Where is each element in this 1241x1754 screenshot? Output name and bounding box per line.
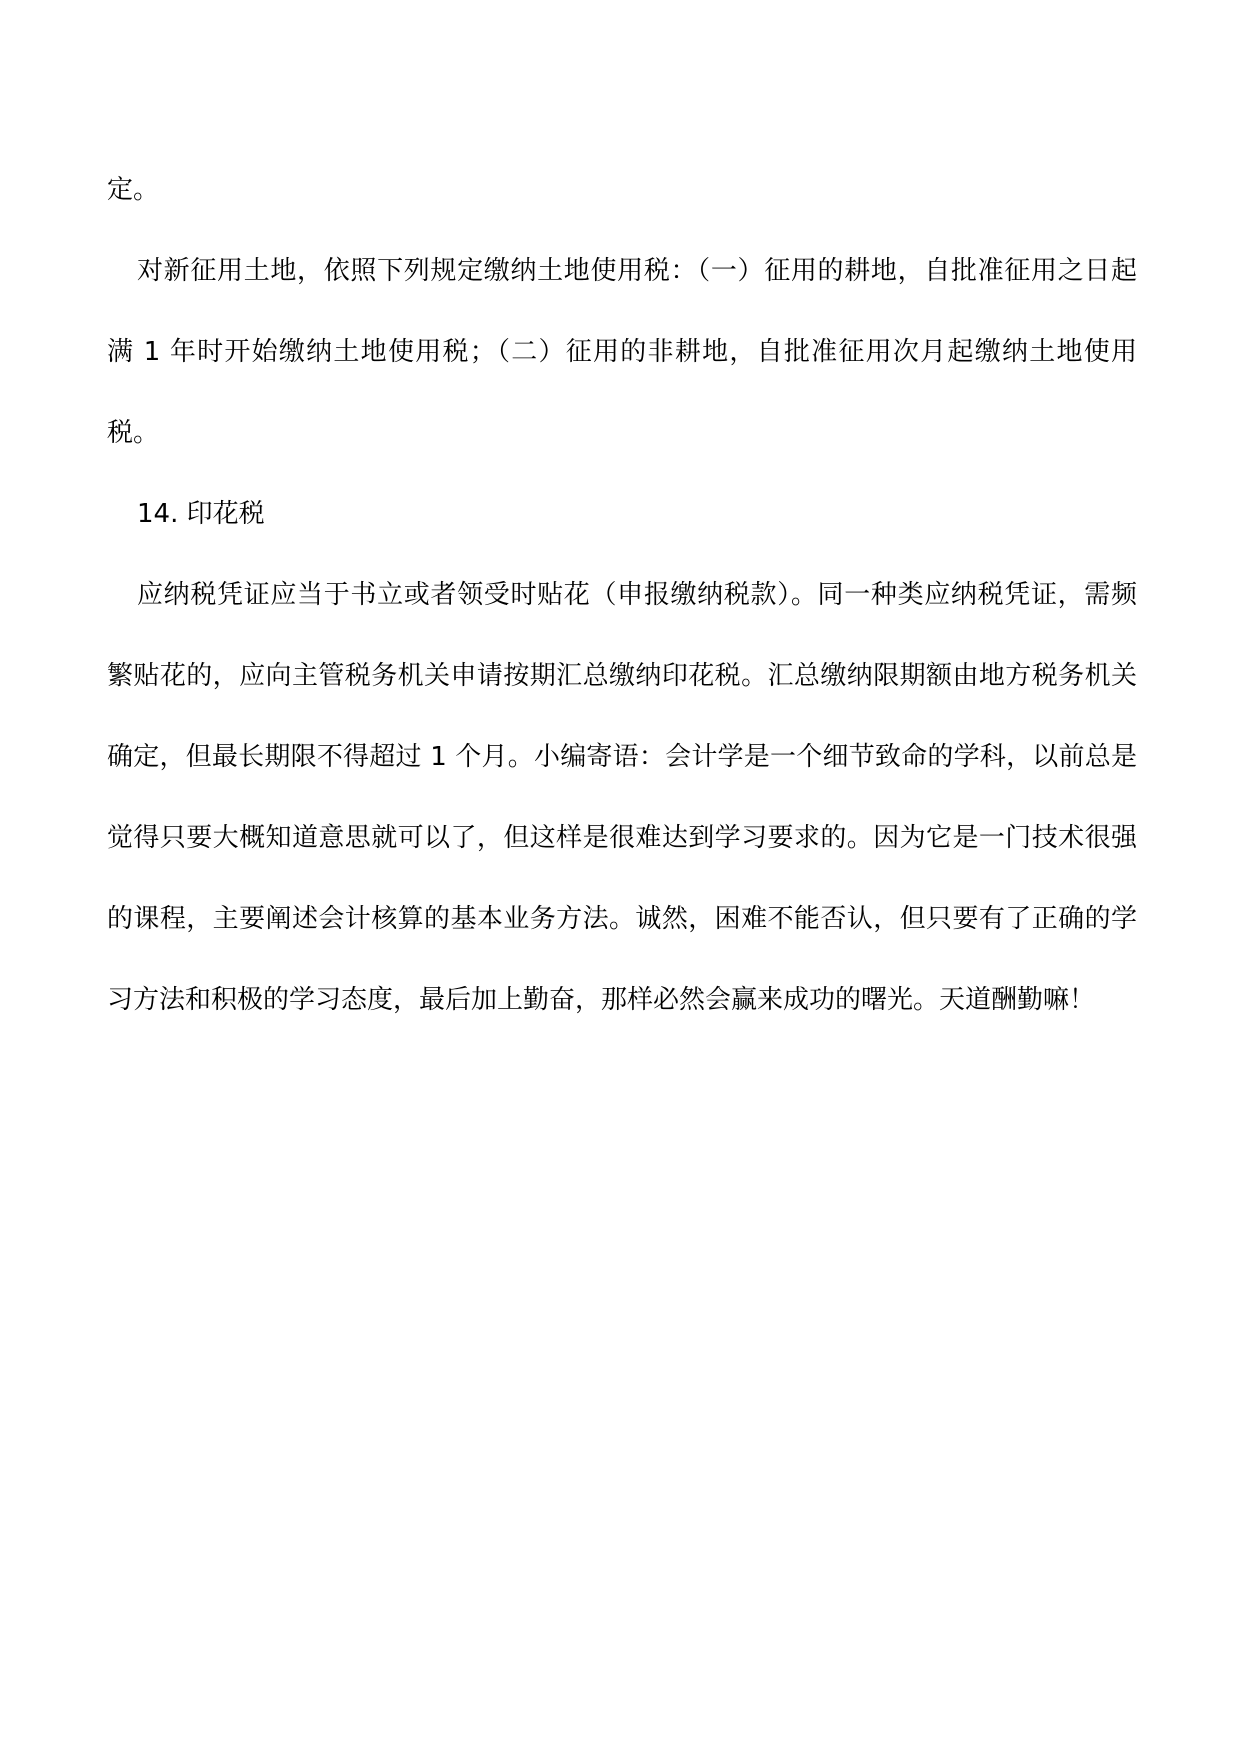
- document-body: [107, 150, 1137, 1041]
- paragraph-stamp-tax: 应纳税凭证应当于书立或者领受时贴花（申报缴纳税款）。同一种类应纳税凭证，需频繁贴花的，应向主管税务机关申请按期汇总缴纳印花税。汇总缴纳限期额由地方税务机关确定，但最长期限不得超过 1 个月。小编寄语：会计学是一个细节致命的学科，以前总是觉得只要大概知道意思就可以了，但这样是很难达到学习要求的。因为它是一门技术很强的课程，主要阐述会计核算的基本业务方法。诚然，困难不能否认，但只要有了正确的学习方法和积极的学习态度，最后加上勤奋，那样必然会赢来成功的曙光。天道酬勤嘛！: [107, 580, 1137, 1015]
- section-heading-stamp-tax: 14. 印花税: [137, 499, 265, 529]
- paragraph-continuation: 定。: [107, 175, 160, 205]
- paragraph-land-use-tax: 对新征用土地，依照下列规定缴纳土地使用税：（一）征用的耕地，自批准征用之日起满 1 年时开始缴纳土地使用税；（二）征用的非耕地，自批准征用次月起缴纳土地使用税。: [107, 256, 1137, 448]
